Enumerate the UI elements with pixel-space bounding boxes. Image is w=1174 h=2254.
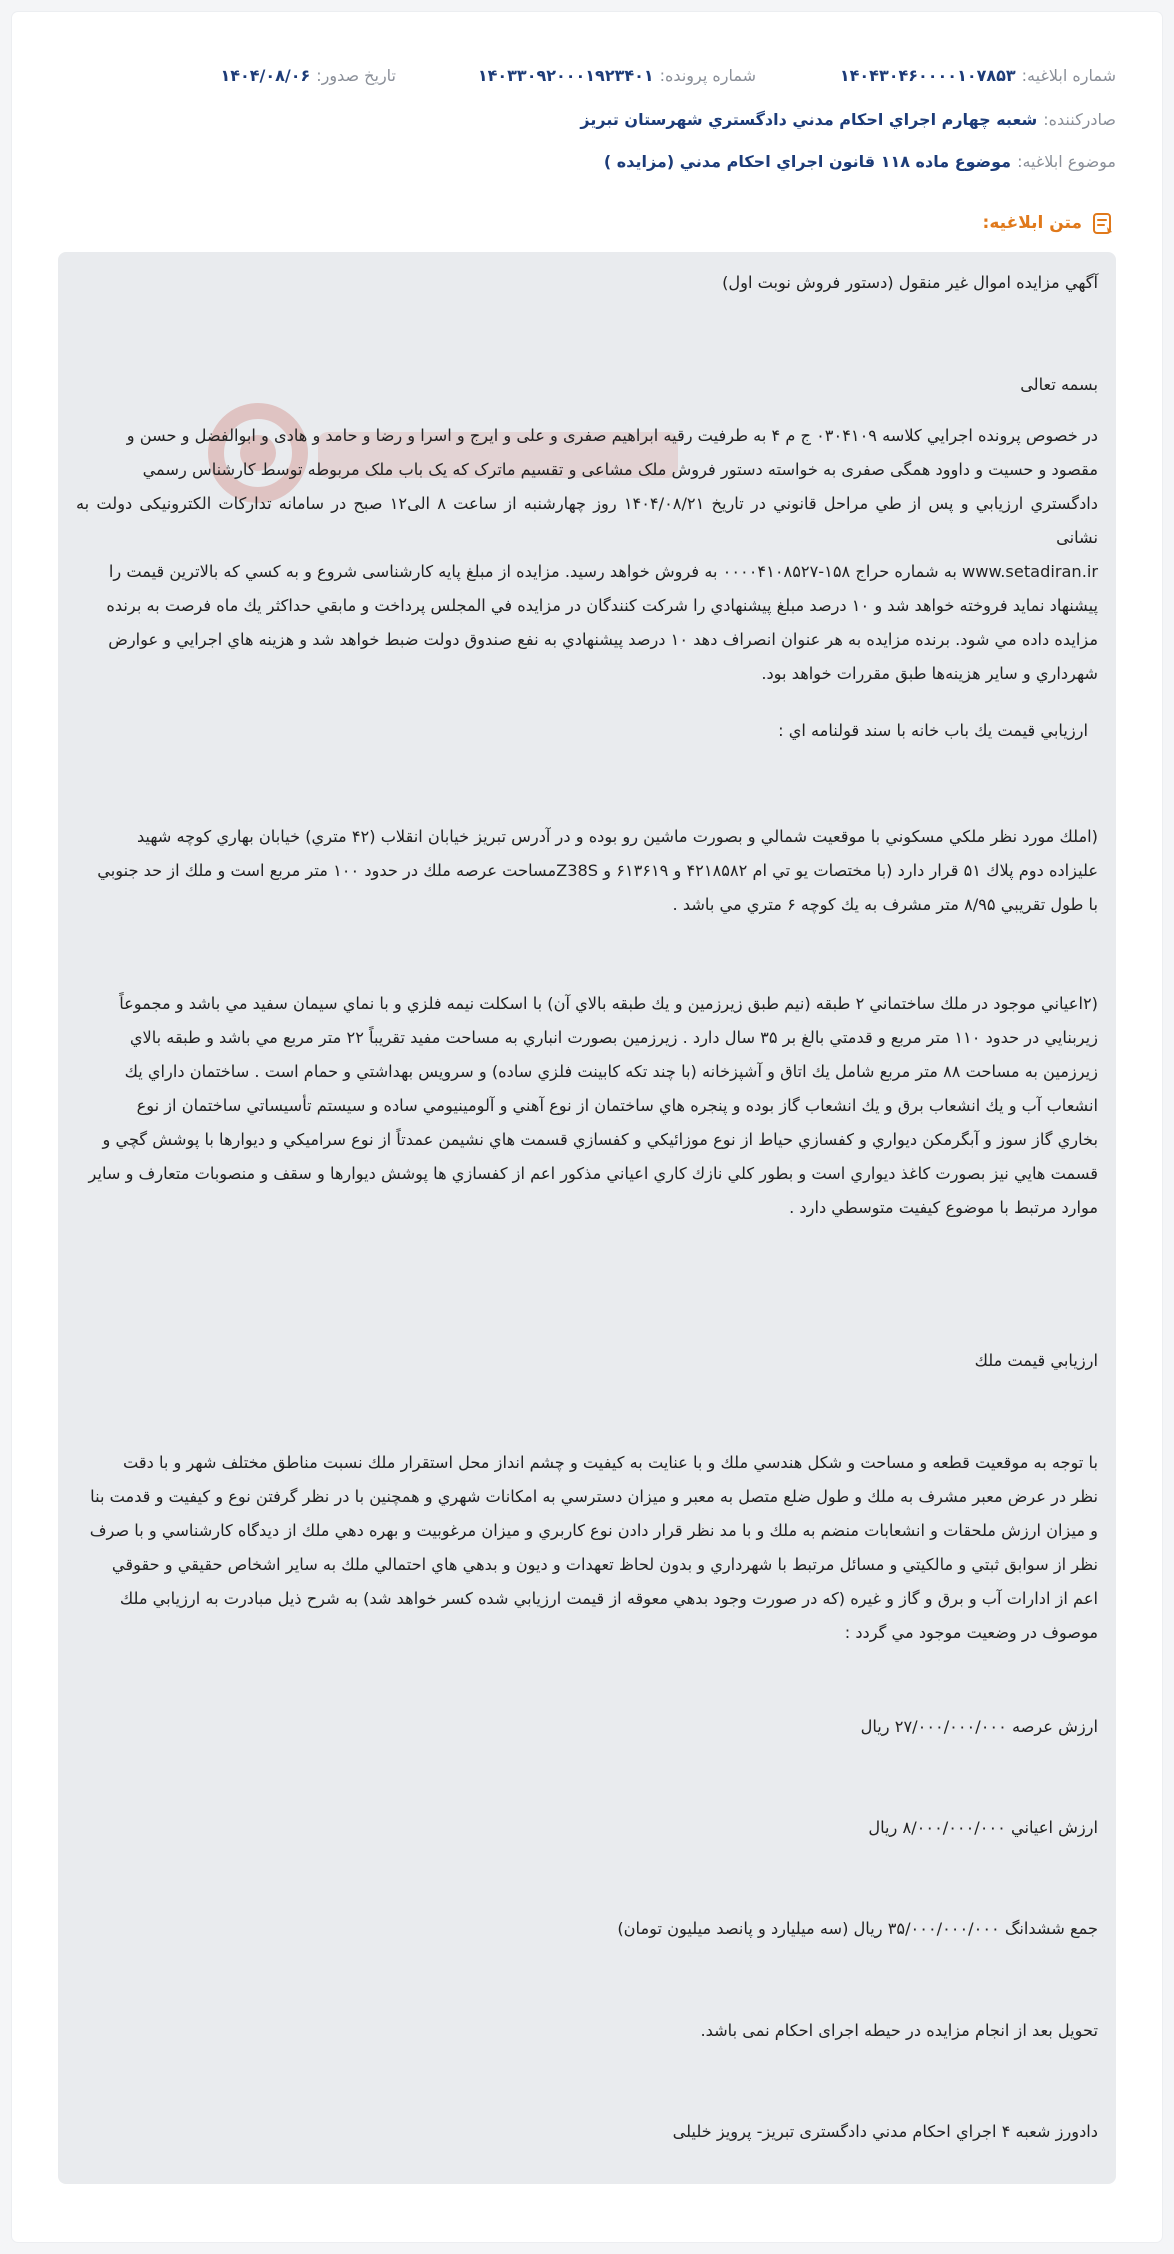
land-value: ارزش عرصه ۲۷/۰۰۰/۰۰۰/۰۰۰ ريال	[860, 1717, 1098, 1736]
issue-number	[756, 66, 1116, 85]
case-number	[396, 66, 756, 85]
issue-number-value: ۱۴۰۴۳۰۴۶۰۰۰۰۱۰۷۸۵۳	[839, 66, 1016, 85]
delivery-note: تحويل بعد از انجام مزايده در حيطه اجرای احكام نمی باشد.	[700, 2021, 1098, 2040]
notice-body	[58, 252, 1116, 2184]
case-number-value: ۱۴۰۳۳۰۹۲۰۰۰۱۹۲۳۴۰۱	[477, 66, 654, 85]
subject-value: موضوع ماده ۱۱۸ قانون اجراي احكام مدني (مزايده )	[603, 152, 1012, 171]
notice-text-heading	[983, 210, 1116, 236]
signature-line: دادورز شعبه ۴ اجراي احكام مدني دادگستری تبريز- پرويز خليلی	[672, 2122, 1098, 2141]
notice-text-title: متن ابلاغيه:	[982, 213, 1082, 233]
issue-date-label: تاريخ صدور:	[316, 66, 396, 85]
paragraph-title: آگهي مزايده اموال غير منقول (دستور فروش نوبت اول)	[722, 273, 1098, 292]
document-icon	[1090, 210, 1116, 236]
notice-meta-row	[58, 66, 1116, 85]
subject-row	[58, 152, 1116, 171]
paragraph-property-location: (املك مورد نظر ملكي مسكوني با موقعيت شمالي و بصورت ماشين رو بوده و در آدرس تبريز خيابان انقلاب (۴۲ متري) خيابان بهاري كوچه شهيد عليزاده دوم پلاك ۵۱ قرار دارد (با مختصات يو تي ام ۴۲۱۸۵۸۲ و ۶۱۳۶۱۹ و Z38Sمساحت عرصه ملك در حدود ۱۰۰ متر مربع است و ملك از حد جنوبي با طول تقريبي ۸/۹۵ متر مشرف به يك كوچه ۶ متري مي باشد .	[97, 827, 1098, 914]
issuer-row	[58, 110, 1116, 129]
issue-date-value: ۱۴۰۴/۰۸/۰۶	[220, 66, 311, 85]
notice-card	[12, 12, 1162, 2242]
paragraph-valuation-method: با توجه به موقعيت قطعه و مساحت و شكل هندسي ملك و با عنايت به كيفيت و چشم انداز محل استقرار ملك نسبت مناطق مختلف شهر و با دقت نظر در عرض معبر مشرف به ملك و طول ضلع متصل به معبر و ميزان دسترسي به امكانات شهري و همچنين با در نظر گرفتن نوع و كيفيت و قدمت بنا و ميزان ارزش ملحقات و انشعابات منضم به ملك و با مد نظر قرار دادن نوع كاربري و ميزان مرغوبيت و بهره دهي ملك از ديدگاه كارشناسي و با صرف نظر از سوابق ثبتي و مالكيتي و مسائل مرتبط با شهرداري و بدون لحاظ تعهدات و ديون و بدهي هاي احتمالي ملك به ساير اشخاص حقيقي و حقوقي اعم از ادارات آب و برق و گاز و غيره (كه در صورت وجود بدهي معوقه از قيمت ارزيابي شده كسر خواهد شد) به شرح ذيل مبادرت به ارزيابي ملك موصوف در وضعيت موجود مي گردد :	[89, 1453, 1098, 1642]
building-value: ارزش اعياني ۸/۰۰۰/۰۰۰/۰۰۰ ريال	[868, 1818, 1098, 1837]
paragraph-building-details: (۲اعياني موجود در ملك ساختماني ۲ طبقه (نيم طبق زيرزمين و يك طبقه بالاي آن) با اسكلت نيمه فلزي و با نماي سيمان سفيد مي باشد و مجموعاً زيربنايي در حدود ۱۱۰ متر مربع و قدمتي بالغ بر ۳۵ سال دارد . زيرزمين بصورت انباري به مساحت مفيد تقريباً ۲۲ متر مربع مي باشد و طبقه بالاي زيرزمين به مساحت ۸۸ متر مربع شامل يك اتاق و آشپزخانه (با چند تكه كابينت فلزي ساده) و سرويس بهداشتي و حمام است . ساختمان داراي يك انشعاب آب و يك انشعاب برق و يك انشعاب گاز بوده و پنجره هاي ساختمان از نوع آهني و آلومينيومي ساده و سيستم تأسيساتي ساختمان از نوع بخاري گاز سوز و آبگرمكن ديواري و كفسازي حياط از نوع موزائيكي و كفسازي قسمت هاي نشيمن عمدتاً از نوع سراميكي و ديوارها با پوشش گچي و قسمت هايي نيز بصورت كاغذ ديواري است و بطور كلي نازك كاري اعياني مذكور اعم از كفسازي ها پوشش ديوارها و سقف و منصوبات متعارف و ساير موارد مرتبط با موضوع كيفيت متوسطي دارد .	[88, 994, 1098, 1217]
issuer-value: شعبه چهارم اجراي احكام مدني دادگستري شهرستان تبريز	[580, 110, 1038, 129]
total-value: جمع ششدانگ ۳۵/۰۰۰/۰۰۰/۰۰۰ ريال (سه ميليارد و پانصد ميليون تومان)	[617, 1919, 1098, 1938]
issue-number-label: شماره ابلاغيه:	[1021, 66, 1116, 85]
paragraph-price-heading: ارزيابي قيمت ملك	[974, 1351, 1098, 1370]
subject-label: موضوع ابلاغيه:	[1017, 152, 1116, 171]
issuer-label: صادرکننده:	[1043, 110, 1116, 129]
paragraph-auction-terms: در خصوص پرونده اجرايي كلاسه ۰۳۰۴۱۰۹ ج م ۴ به طرفيت رقيه ابراهيم صفری و علی و ايرج و اسرا و رضا و حامد و هادی و ابوالفضل و حسن و مقصود و حسيت و داوود همگی صفری به خواسته دستور فروش ملک مشاعی و تقسيم ماترک که يک باب ملک مربوطه توسط كارشناس رسمي دادگستري ارزيابي و پس از طي مراحل قانوني در تاريخ ۱۴۰۴/۰۸/۲۱ روز چهارشنبه از ساعت ۸ الی۱۲ صبح در سامانه تداركات الكترونيكی دولت به نشانی www.setadiran.ir به شماره حراج ۱۵۸-۰۰۰۰۴۱۰۸۵۲۷ به فروش خواهد رسيد. مزايده از مبلغ پايه كارشناسی شروع و به كسي كه بالاترين قيمت را پيشنهاد نمايد فروخته خواهد شد و ۱۰ درصد مبلغ پيشنهادي را شركت كنندگان در مزايده في المجلس پرداخت و مابقي حداكثر يك ماه فرصت به برنده مزايده داده مي شود. برنده مزايده به هر عنوان انصراف دهد ۱۰ درصد پيشنهادي به نفع صندوق دولت ضبط خواهد شد و هزينه هاي اجرايي و عوارض شهرداري و ساير هزينه‌ها طبق مقررات خواهد بود.	[76, 426, 1098, 683]
case-number-label: شماره پرونده:	[659, 66, 756, 85]
issue-date	[220, 66, 396, 85]
paragraph-valuation-heading: ارزيابي قيمت يك باب خانه با سند قولنامه اي :	[778, 721, 1088, 740]
paragraph-basmala: بسمه تعالی	[1020, 375, 1098, 394]
